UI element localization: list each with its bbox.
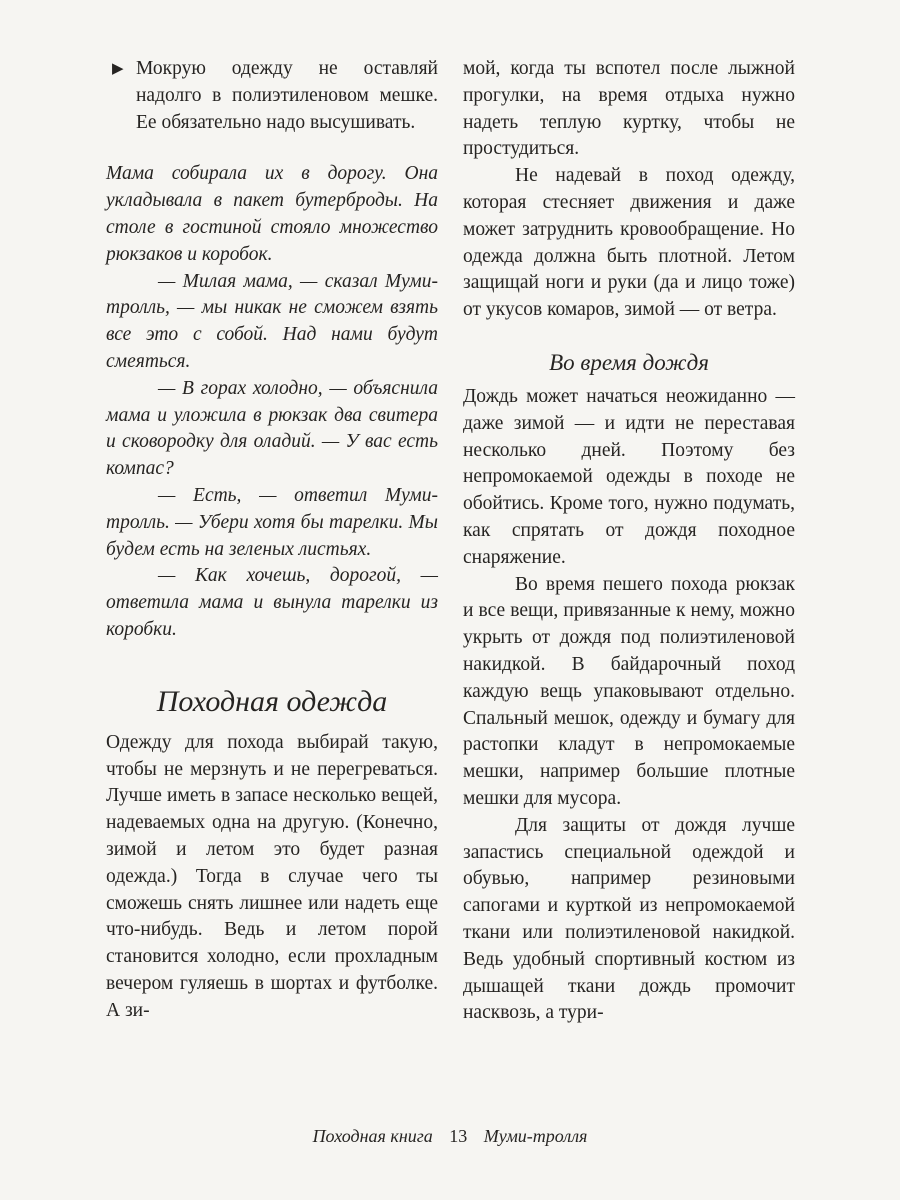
story-paragraph: Мама собирала их в дорогу. Она укладывала в пакет бутерброды. На столе в гостиной стояло множество рюкзаков и коробок. [106, 163, 438, 265]
footer-book-title: Походная книга [312, 1126, 433, 1146]
story-paragraph: — Милая мама, — сказал Муми-тролль, — мы никак не сможем взять все это с собой. Над нами будут смеяться. [106, 270, 438, 372]
story-paragraph: — Как хочешь, дорогой, — ответила мама и вынула тарелки из коробки. [106, 565, 438, 640]
running-footer [0, 1126, 900, 1147]
left-column [106, 56, 438, 1025]
body-paragraph: Во время пешего похода рюкзак и все вещи, привязанные к нему, можно укрыть от дождя под полиэтиленовой накидкой. В байдарочный поход каждую вещь упаковывают отдельно. Спальный мешок, одежду и бумагу для растопки кладут в непромокаемые мешки, например большие плотные мешки для мусора. [463, 573, 795, 809]
tip-text: Мокрую одежду не оставляй надолго в полиэтиленовом мешке. Ее обязательно надо высушивать. [136, 58, 438, 133]
story-paragraph: — Есть, — ответил Муми-тролль. — Убери хотя бы тарелки. Мы будем есть на зеленых листьях. [106, 484, 438, 560]
body-paragraph: Дождь может начаться неожиданно — даже зимой — и идти не переставая несколько дней. Поэтому без непромокаемой одежды в походе не обойтись. Кроме того, нужно подумать, как спрятать от дождя походное снаряжение. [463, 385, 795, 568]
section-heading: Походная одежда [156, 684, 388, 718]
tip-bullet [106, 56, 438, 136]
body-paragraph: Для защиты от дождя лучше запастись специальной одеждой и обувью, например резиновыми сапогами и курткой из непромокаемой ткани или полиэтиленовой накидкой. Ведь удобный спортивный костюм из дышащей ткани дождь промочит насквозь, а тури- [463, 814, 795, 1024]
body-paragraph: Одежду для похода выбирай такую, чтобы не мерзнуть и не перегреваться. Лучше иметь в запасе несколько вещей, надеваемых одна на другую. (Конечно, зимой и летом это будет разная одежда.) Тогда в случае чего ты сможешь снять лишнее или надеть еще что-нибудь. Ведь и летом порой становится холодно, если прохладным вечером гуляешь в шортах и футболке. А зи- [106, 731, 438, 1021]
right-column [463, 56, 795, 1027]
body-paragraph: Не надевай в поход одежду, которая стесняет движения и даже может затруднить кровообращение. Но одежда должна быть плотной. Летом защищай ноги и руки (да и лицо тоже) от укусов комаров, зимой — от ветра. [463, 165, 795, 321]
page-number: 13 [449, 1126, 468, 1146]
footer-book-subtitle: Муми-тролля [483, 1126, 588, 1146]
story-paragraph: — В горах холодно, — объяснила мама и уложила в рюкзак два свитера и сковородку для оладий. — У вас есть компас? [106, 377, 438, 480]
triangle-bullet-icon: ▶ [112, 61, 124, 77]
body-paragraph: мой, когда ты вспотел после лыжной прогулки, на время отдыха нужно надеть теплую куртку, чтобы не простудиться. [463, 58, 795, 160]
subsection-heading: Во время дождя [549, 349, 709, 375]
